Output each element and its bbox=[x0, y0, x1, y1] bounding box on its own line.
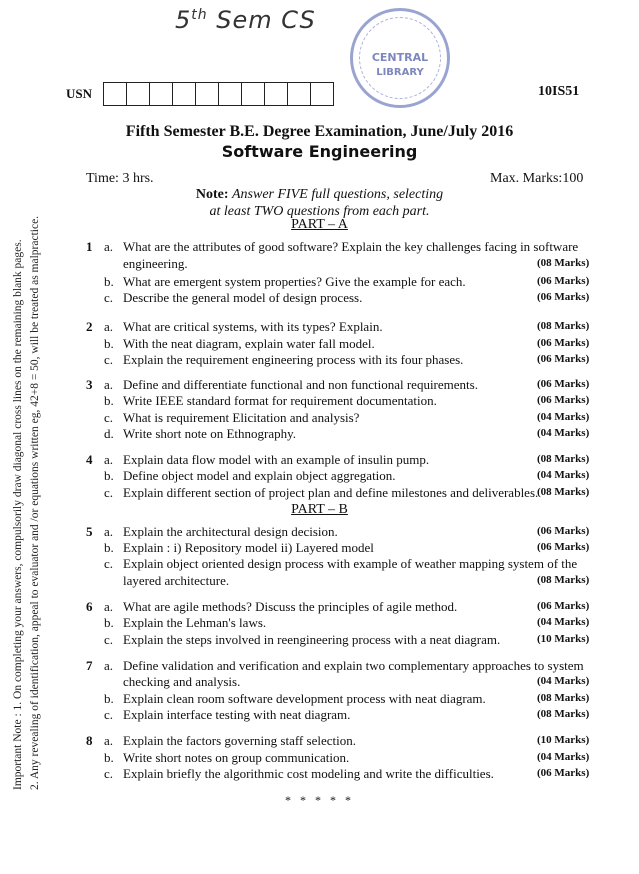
usn-digit-box bbox=[218, 82, 242, 106]
question-letter: d. bbox=[104, 426, 114, 441]
question-text: Define and differentiate functional and non functional requirements. bbox=[123, 377, 478, 392]
question-letter: a. bbox=[104, 377, 114, 392]
question-row bbox=[0, 750, 639, 766]
question-marks: (06 Marks) bbox=[537, 394, 590, 406]
usn-digit-box bbox=[172, 82, 196, 106]
note-text1: Answer FIVE full questions, selecting bbox=[232, 187, 444, 202]
usn-digit-box bbox=[126, 82, 150, 106]
question-text: checking and analysis. bbox=[123, 674, 241, 689]
question-marks: (08 Marks) bbox=[537, 453, 590, 465]
question-text: Define object model and explain object aggregation. bbox=[123, 468, 396, 483]
question-row bbox=[0, 556, 639, 572]
question-text: Explain different section of project plan and define milestones and deliverables. bbox=[123, 485, 539, 500]
note-text2: at least TWO questions from each part. bbox=[209, 204, 430, 219]
question-row bbox=[0, 377, 639, 393]
exam-title: Fifth Semester B.E. Degree Examination, June/July 2016 bbox=[125, 123, 514, 140]
question-row bbox=[0, 766, 639, 782]
question-letter: b. bbox=[104, 393, 114, 408]
question-marks: (08 Marks) bbox=[537, 574, 590, 586]
question-number: 7 bbox=[86, 658, 93, 673]
stamp-line2: LIBRARY bbox=[376, 67, 424, 78]
question-letter: c. bbox=[104, 352, 114, 367]
question-number: 2 bbox=[86, 319, 93, 334]
question-text: What are the attributes of good software? Explain the key challenges facing in software bbox=[123, 239, 579, 254]
question-row bbox=[0, 599, 639, 615]
question-marks: (08 Marks) bbox=[537, 486, 590, 498]
question-text: layered architecture. bbox=[123, 573, 230, 588]
instructions-note bbox=[0, 186, 639, 220]
question-text: With the neat diagram, explain water fall model. bbox=[123, 336, 375, 351]
question-row bbox=[0, 393, 639, 409]
question-marks: (10 Marks) bbox=[537, 734, 590, 746]
question-number: 5 bbox=[86, 524, 93, 539]
side-note-line1: Important Note : 1. On completing your answers, compulsorily draw diagonal cross lines on the remaining blank pages. bbox=[12, 239, 24, 790]
question-text: Explain clean room software development process with neat diagram. bbox=[123, 691, 486, 706]
question-text: What are critical systems, with its types? Explain. bbox=[123, 319, 383, 334]
question-row bbox=[0, 485, 639, 501]
question-marks: (08 Marks) bbox=[537, 257, 590, 269]
question-letter: b. bbox=[104, 691, 114, 706]
question-marks: (06 Marks) bbox=[537, 600, 590, 612]
question-text: What are agile methods? Discuss the principles of agile method. bbox=[123, 599, 458, 614]
question-row bbox=[0, 336, 639, 352]
question-text: Explain briefly the algorithmic cost modeling and write the difficulties. bbox=[123, 766, 494, 781]
question-letter: b. bbox=[104, 336, 114, 351]
question-marks: (06 Marks) bbox=[537, 378, 590, 390]
usn-digit-box bbox=[241, 82, 265, 106]
question-letter: a. bbox=[104, 658, 114, 673]
question-letter: a. bbox=[104, 733, 114, 748]
question-text: Explain interface testing with neat diagram. bbox=[123, 707, 351, 722]
time-label: Time: 3 hrs. bbox=[86, 171, 154, 186]
question-text: Explain : i) Repository model ii) Layered model bbox=[123, 540, 374, 555]
question-letter: b. bbox=[104, 615, 114, 630]
question-number: 8 bbox=[86, 733, 93, 748]
part-b-label: PART – B bbox=[291, 502, 348, 517]
question-letter: a. bbox=[104, 239, 114, 254]
question-letter: c. bbox=[104, 485, 114, 500]
question-letter: b. bbox=[104, 750, 114, 765]
question-text: Explain object oriented design process with example of weather mapping system of the bbox=[123, 556, 578, 571]
max-marks-label: Max. Marks:100 bbox=[490, 171, 584, 186]
question-row bbox=[0, 691, 639, 707]
question-text: Write IEEE standard format for requirement documentation. bbox=[123, 393, 437, 408]
usn-digit-box bbox=[310, 82, 334, 106]
end-stars: * * * * * bbox=[285, 793, 354, 807]
handnote-number: 5 bbox=[175, 6, 192, 34]
question-marks: (04 Marks) bbox=[537, 675, 590, 687]
question-row bbox=[0, 290, 639, 306]
side-note-line2: 2. Any revealing of identification, appeal to evaluator and /or equations written eg, 42+8 = 50, will be treated as malpractice. bbox=[29, 215, 41, 790]
question-row bbox=[0, 658, 639, 674]
question-letter: c. bbox=[104, 707, 114, 722]
question-marks: (06 Marks) bbox=[537, 353, 590, 365]
note-label: Note: bbox=[195, 187, 229, 202]
question-row bbox=[0, 540, 639, 556]
question-text: Write short notes on group communication. bbox=[123, 750, 350, 765]
question-row bbox=[0, 426, 639, 442]
question-letter: b. bbox=[104, 274, 114, 289]
question-number: 4 bbox=[86, 452, 93, 467]
question-marks: (04 Marks) bbox=[537, 616, 590, 628]
question-row bbox=[0, 733, 639, 749]
question-text: Explain the steps involved in reengineering process with a neat diagram. bbox=[123, 632, 501, 647]
part-b-heading bbox=[0, 502, 639, 518]
part-a-label: PART – A bbox=[291, 217, 348, 232]
question-marks: (06 Marks) bbox=[537, 767, 590, 779]
question-text: Explain the requirement engineering process with its four phases. bbox=[123, 352, 464, 367]
question-marks: (04 Marks) bbox=[537, 427, 590, 439]
question-text: Explain the Lehman's laws. bbox=[123, 615, 267, 630]
question-marks: (08 Marks) bbox=[537, 692, 590, 704]
question-row bbox=[0, 573, 639, 589]
question-letter: a. bbox=[104, 524, 114, 539]
usn-digit-box bbox=[264, 82, 288, 106]
question-letter: b. bbox=[104, 540, 114, 555]
question-row bbox=[0, 352, 639, 368]
usn-digit-box bbox=[149, 82, 173, 106]
question-letter: a. bbox=[104, 319, 114, 334]
question-letter: c. bbox=[104, 410, 114, 425]
question-marks: (10 Marks) bbox=[537, 633, 590, 645]
question-letter: a. bbox=[104, 599, 114, 614]
question-text: Explain data flow model with an example of insulin pump. bbox=[123, 452, 430, 467]
paper-code: 10IS51 bbox=[538, 84, 580, 99]
usn-digit-box bbox=[195, 82, 219, 106]
question-row bbox=[0, 707, 639, 723]
question-text: Explain the factors governing staff selection. bbox=[123, 733, 356, 748]
question-marks: (06 Marks) bbox=[537, 337, 590, 349]
handwritten-note bbox=[175, 6, 316, 34]
question-row bbox=[0, 615, 639, 631]
question-letter: c. bbox=[104, 556, 114, 571]
question-row bbox=[0, 256, 639, 272]
question-row bbox=[0, 468, 639, 484]
question-text: engineering. bbox=[123, 256, 188, 271]
subject-title: Software Engineering bbox=[221, 142, 418, 161]
question-row bbox=[0, 632, 639, 648]
question-text: Describe the general model of design process. bbox=[123, 290, 363, 305]
question-marks: (06 Marks) bbox=[537, 291, 590, 303]
stamp-line1: CENTRAL bbox=[371, 51, 429, 64]
question-marks: (06 Marks) bbox=[537, 275, 590, 287]
question-row bbox=[0, 524, 639, 540]
question-text: What are emergent system properties? Give the example for each. bbox=[123, 274, 466, 289]
usn-label: USN bbox=[66, 86, 93, 101]
question-letter: c. bbox=[104, 632, 114, 647]
library-stamp bbox=[350, 8, 450, 108]
question-marks: (06 Marks) bbox=[537, 525, 590, 537]
usn-digit-box bbox=[103, 82, 127, 106]
question-text: Explain the architectural design decision. bbox=[123, 524, 338, 539]
question-number: 3 bbox=[86, 377, 93, 392]
question-letter: c. bbox=[104, 290, 114, 305]
question-marks: (08 Marks) bbox=[537, 320, 590, 332]
question-marks: (08 Marks) bbox=[537, 708, 590, 720]
question-letter: c. bbox=[104, 766, 114, 781]
question-text: Define validation and verification and explain two complementary approaches to system bbox=[123, 658, 584, 673]
question-number: 6 bbox=[86, 599, 93, 614]
question-text: Write short note on Ethnography. bbox=[123, 426, 297, 441]
question-row bbox=[0, 319, 639, 335]
usn-digit-box bbox=[287, 82, 311, 106]
question-row bbox=[0, 410, 639, 426]
note-line1 bbox=[0, 186, 639, 203]
question-row bbox=[0, 452, 639, 468]
question-row bbox=[0, 274, 639, 290]
handnote-text: Sem CS bbox=[207, 6, 316, 34]
question-marks: (06 Marks) bbox=[537, 541, 590, 553]
question-letter: b. bbox=[104, 468, 114, 483]
question-marks: (04 Marks) bbox=[537, 751, 590, 763]
question-number: 1 bbox=[86, 239, 93, 254]
part-a-heading bbox=[0, 217, 639, 233]
question-marks: (04 Marks) bbox=[537, 411, 590, 423]
handnote-sup: th bbox=[191, 7, 208, 23]
question-letter: a. bbox=[104, 452, 114, 467]
usn-boxes bbox=[104, 82, 334, 106]
question-marks: (04 Marks) bbox=[537, 469, 590, 481]
question-row bbox=[0, 674, 639, 690]
question-row bbox=[0, 239, 639, 255]
question-text: What is requirement Elicitation and analysis? bbox=[123, 410, 360, 425]
